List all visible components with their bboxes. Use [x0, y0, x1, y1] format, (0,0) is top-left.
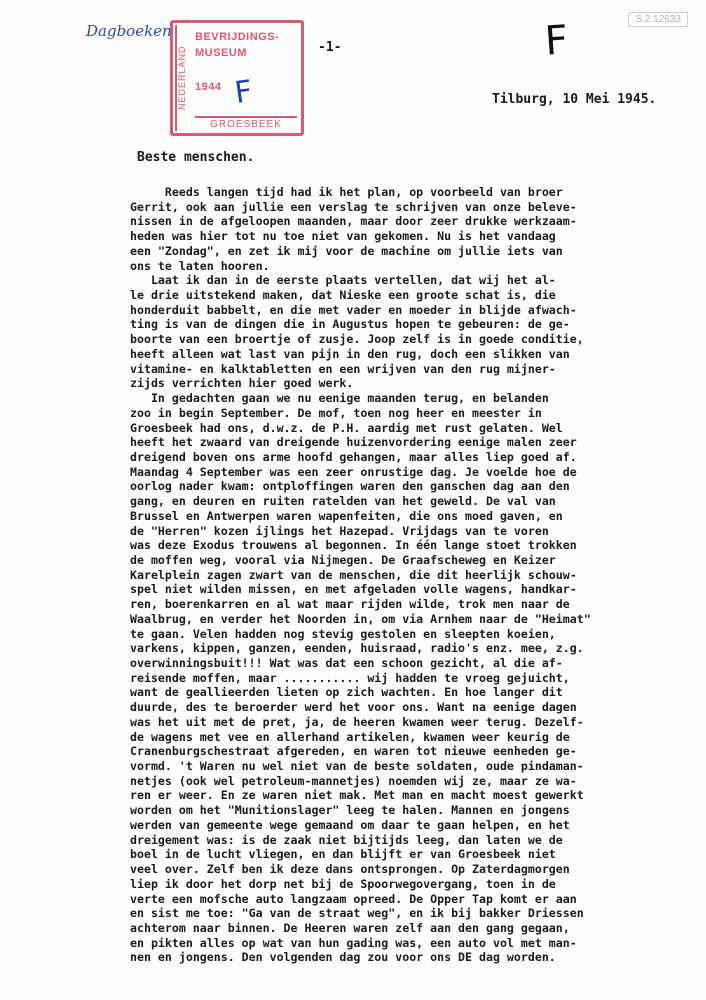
body-line: boel in de lucht vliegen, en dan blijft er van Groesbeek niet — [130, 847, 556, 862]
stamp-side-text: NEDERLAND — [175, 25, 191, 131]
body-line: te gaan. Velen hadden nog stevig gestolen en sleepten koeien, — [130, 626, 556, 641]
body-line: ren er weer. En ze waren niet mak. Met man en macht moest gewerkt — [130, 788, 584, 803]
salutation: Beste menschen. — [137, 150, 255, 165]
body-line: heden was hier tot nu toe niet van gekomen. Nu is het vandaag — [130, 229, 556, 244]
body-line: gang, en deuren en ruiten ratelden van het geweld. De val van — [130, 494, 556, 509]
letter-body — [130, 185, 670, 965]
body-line: duurde, des te beroerder werd het voor ons. Want na eenige dagen — [130, 700, 577, 715]
stamp-handwritten-mark: F — [232, 73, 255, 112]
body-line: reisende moffen, maar ........... wij hadden te vroeg gejuicht, — [130, 670, 570, 685]
body-line: werden van gemeente wege gemaand om daar te gaan helpen, en het — [130, 817, 570, 832]
body-line: heeft alleen wat last van pijn in den rug, doch een slikken van — [130, 346, 570, 361]
body-line: Laat ik dan in de eerste plaats vertellen, dat wij het al- — [130, 273, 556, 288]
body-line: was het uit met de pret, ja, de heeren kwamen weer terug. Dezelf- — [130, 714, 584, 729]
body-line: netjes (ook wel petroleum-mannetjes) noemden wij ze, maar ze wa- — [130, 773, 577, 788]
body-line: zijds verrichten hier goed werk. — [130, 376, 354, 391]
handwritten-note: Dagboeken — [86, 22, 172, 40]
body-line: worden om het "Munitionslager" leeg te halen. Mannen en jongens — [130, 803, 570, 818]
page-number: -1- — [318, 40, 342, 55]
body-line: een "Zondag", en zet ik mij voor de machine om jullie iets van — [130, 243, 563, 258]
body-line: varkens, kippen, ganzen, eenden, huisraad, radio's enz. mee, z.g. — [130, 641, 584, 656]
body-line: verte een mofsche auto langzaam opreed. De Opper Tap komt er aan — [130, 891, 577, 906]
body-line: liep ik door het dorp net bij de Spoorwegovergang, toen in de — [130, 876, 556, 891]
body-line: oorlog nader kwam: ontploffingen waren den ganschen dag aan den — [130, 479, 570, 494]
body-line: dreigement was: is de zaak niet bijtijds leeg, dan laten we de — [130, 832, 563, 847]
body-line: ren, boerenkarren en al wat maar rijden wilde, trok men naar de — [130, 597, 570, 612]
body-line: en pikten alles op wat van hun gading was, een auto vol met man- — [130, 935, 577, 950]
body-line: Gerrit, ook aan jullie een verslag te schrijven van onze beleve- — [130, 199, 577, 214]
body-line: dreigend boven ons arme hoofd gehangen, maar alles liep goed af. — [130, 449, 577, 464]
body-line: Cranenburgschestraat afgereden, en waren tot nieuwe eenheden ge- — [130, 744, 577, 759]
body-line: en sist me toe: "Ga van de straat weg", en ik bij bakker Driessen — [130, 906, 584, 921]
body-line: de moffen weg, vooral via Nijmegen. De Graafscheweg en Keizer — [130, 552, 556, 567]
body-line: de wagens met vee en allerhand artikelen, kwamen weer keurig de — [130, 729, 570, 744]
body-line: Groesbeek had ons, d.w.z. de P.H. aardig met rust gelaten. Wel — [130, 420, 563, 435]
stamp-line-2: MUSEUM — [195, 47, 247, 59]
archive-number: S.2.12633 — [628, 12, 688, 27]
body-line: Maandag 4 September was een zeer onrustige dag. Je voelde hoe de — [130, 464, 577, 479]
body-line: was deze Exodus trouwens al begonnen. In één lange stoet trokken — [130, 538, 577, 553]
body-line: vitamine- en kalktabletten en een wrijven van den rug mijner- — [130, 361, 556, 376]
dateline: Tilburg, 10 Mei 1945. — [492, 92, 657, 107]
body-line: boorte van een broertje of zusje. Joop zelf is in goede conditie, — [130, 332, 584, 347]
body-line: veel over. Zelf ben ik deze dans ontsprongen. Op Zaterdagmorgen — [130, 862, 570, 877]
body-line: zoo in begin September. De mof, toen nog heer en meester in — [130, 405, 542, 420]
body-line: heeft het zwaard van dreigende huizenvordering eenige malen zeer — [130, 435, 577, 450]
body-line: nen en jongens. Den volgenden dag zou voor ons DE dag worden. — [130, 950, 556, 965]
body-line: vormd. 't Waren nu wel niet van de beste soldaten, oude pindaman- — [130, 759, 584, 774]
body-line: Karelplein zagen zwart van de menschen, die dit heerlijk schouw- — [130, 567, 577, 582]
body-line: Brussel en Antwerpen waren wapenfeiten, die ons moed gaven, en — [130, 508, 563, 523]
stamp-year: 1944 — [195, 81, 222, 93]
museum-stamp — [170, 20, 304, 136]
body-line: Reeds langen tijd had ik het plan, op voorbeeld van broer — [130, 185, 563, 199]
body-line: spel niet wilden missen, en met afgeladen volle wagens, handkar- — [130, 582, 577, 597]
body-line: want de geallieerden lieten op zich wachten. En hoe langer dit — [130, 685, 563, 700]
body-line: de "Herren" kozen ijlings het Hazepad. Vrijdags van te voren — [130, 523, 549, 538]
body-line: achterom naar binnen. De Heeren waren zelf aan den gang gegaan, — [130, 920, 570, 935]
large-handwritten-letter: F — [543, 17, 570, 65]
body-line: ons te laten hooren. — [130, 258, 270, 273]
body-line: le drie uitstekend maken, dat Nieske een groote schat is, die — [130, 288, 556, 303]
body-line: overwinningsbuit!!! Wat was dat een schoon gezicht, al die af- — [130, 656, 563, 670]
body-line: ting is van de dingen die in Augustus hopen te gebeuren: de ge- — [130, 317, 570, 332]
stamp-bottom-text: GROESBEEK — [195, 116, 297, 130]
body-line: nissen in de afgeloopen maanden, maar door zeer drukke werkzaam- — [130, 214, 577, 229]
body-line: honderduit babbelt, en die met vader en moeder in blijde afwach- — [130, 302, 577, 317]
body-line: In gedachten gaan we nu eenige maanden terug, en belanden — [130, 391, 549, 406]
stamp-line-1: BEVRIJDINGS- — [195, 31, 280, 43]
body-line: Waalbrug, en verder het Noorden in, om via Arnhem naar de "Heimat" — [130, 611, 591, 626]
